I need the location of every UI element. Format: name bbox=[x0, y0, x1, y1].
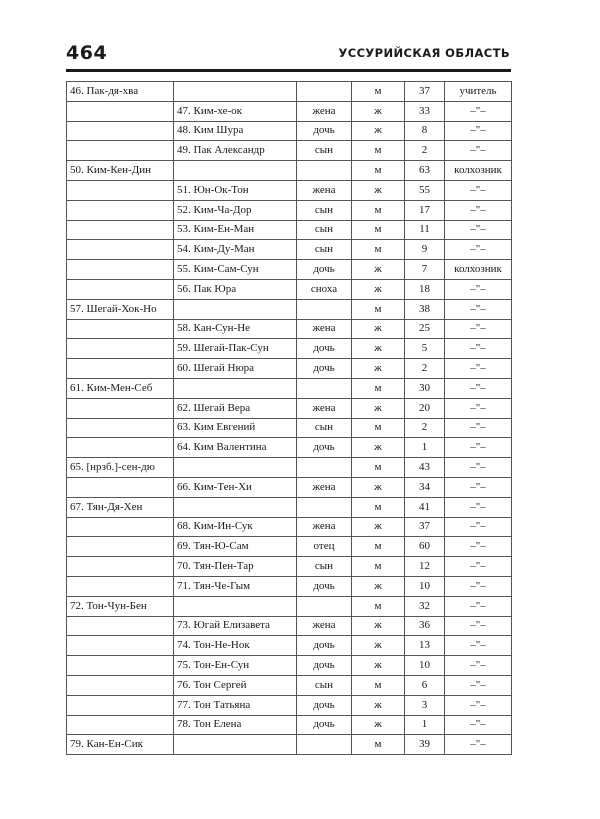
occupation-cell: –"– bbox=[445, 497, 512, 517]
relation-cell: жена bbox=[297, 180, 352, 200]
relation-cell: дочь bbox=[297, 121, 352, 141]
sex-cell: ж bbox=[352, 695, 405, 715]
sex-cell: ж bbox=[352, 279, 405, 299]
table-row bbox=[67, 359, 512, 379]
occupation-cell: –"– bbox=[445, 458, 512, 478]
head-of-household-cell: 57. Шегай-Хок-Но bbox=[67, 299, 174, 319]
table-row bbox=[67, 735, 512, 755]
family-member-cell: 62. Шегай Вера bbox=[174, 398, 297, 418]
relation-cell: отец bbox=[297, 537, 352, 557]
occupation-cell: –"– bbox=[445, 319, 512, 339]
sex-cell: ж bbox=[352, 636, 405, 656]
family-member-cell: 77. Тон Татьяна bbox=[174, 695, 297, 715]
age-cell: 13 bbox=[405, 636, 445, 656]
family-member-cell bbox=[174, 735, 297, 755]
table-row bbox=[67, 180, 512, 200]
family-member-cell bbox=[174, 299, 297, 319]
table-row bbox=[67, 220, 512, 240]
sex-cell: м bbox=[352, 497, 405, 517]
occupation-cell: –"– bbox=[445, 180, 512, 200]
sex-cell: м bbox=[352, 161, 405, 181]
sex-cell: м bbox=[352, 458, 405, 478]
family-member-cell: 54. Ким-Ду-Ман bbox=[174, 240, 297, 260]
occupation-cell: –"– bbox=[445, 695, 512, 715]
relation-cell: дочь bbox=[297, 359, 352, 379]
table-row bbox=[67, 398, 512, 418]
sex-cell: м bbox=[352, 240, 405, 260]
head-of-household-cell bbox=[67, 240, 174, 260]
table-row bbox=[67, 596, 512, 616]
head-of-household-cell: 67. Тян-Дя-Хен bbox=[67, 497, 174, 517]
occupation-cell: –"– bbox=[445, 616, 512, 636]
age-cell: 37 bbox=[405, 82, 445, 102]
age-cell: 8 bbox=[405, 121, 445, 141]
occupation-cell: –"– bbox=[445, 596, 512, 616]
relation-cell: дочь bbox=[297, 715, 352, 735]
relation-cell: жена bbox=[297, 319, 352, 339]
family-member-cell: 58. Кан-Сун-Не bbox=[174, 319, 297, 339]
family-member-cell: 51. Юн-Ок-Тон bbox=[174, 180, 297, 200]
family-member-cell: 66. Ким-Тен-Хи bbox=[174, 477, 297, 497]
head-of-household-cell bbox=[67, 616, 174, 636]
head-of-household-cell: 46. Пак-дя-хва bbox=[67, 82, 174, 102]
family-member-cell: 70. Тян-Пен-Тар bbox=[174, 557, 297, 577]
head-of-household-cell: 61. Ким-Мен-Себ bbox=[67, 378, 174, 398]
relation-cell bbox=[297, 596, 352, 616]
head-of-household-cell bbox=[67, 121, 174, 141]
family-member-cell bbox=[174, 82, 297, 102]
table-row bbox=[67, 537, 512, 557]
family-member-cell: 63. Ким Евгений bbox=[174, 418, 297, 438]
age-cell: 63 bbox=[405, 161, 445, 181]
sex-cell: м bbox=[352, 299, 405, 319]
age-cell: 39 bbox=[405, 735, 445, 755]
head-of-household-cell bbox=[67, 200, 174, 220]
table-row bbox=[67, 260, 512, 280]
family-member-cell: 68. Ким-Ин-Сук bbox=[174, 517, 297, 537]
sex-cell: м bbox=[352, 537, 405, 557]
sex-cell: ж bbox=[352, 260, 405, 280]
age-cell: 25 bbox=[405, 319, 445, 339]
family-member-cell: 56. Пак Юра bbox=[174, 279, 297, 299]
table-row bbox=[67, 339, 512, 359]
family-member-cell: 73. Югай Елизавета bbox=[174, 616, 297, 636]
age-cell: 3 bbox=[405, 695, 445, 715]
table-row bbox=[67, 101, 512, 121]
occupation-cell: –"– bbox=[445, 101, 512, 121]
head-of-household-cell bbox=[67, 576, 174, 596]
occupation-cell: –"– bbox=[445, 339, 512, 359]
head-of-household-cell bbox=[67, 477, 174, 497]
relation-cell bbox=[297, 82, 352, 102]
sex-cell: м bbox=[352, 141, 405, 161]
relation-cell: сын bbox=[297, 141, 352, 161]
head-of-household-cell bbox=[67, 180, 174, 200]
occupation-cell: –"– bbox=[445, 121, 512, 141]
relation-cell bbox=[297, 378, 352, 398]
head-of-household-cell bbox=[67, 141, 174, 161]
table-row bbox=[67, 438, 512, 458]
relation-cell: дочь bbox=[297, 636, 352, 656]
age-cell: 34 bbox=[405, 477, 445, 497]
sex-cell: м bbox=[352, 200, 405, 220]
family-member-cell: 59. Шегай-Пак-Сун bbox=[174, 339, 297, 359]
occupation-cell: –"– bbox=[445, 438, 512, 458]
relation-cell: сын bbox=[297, 675, 352, 695]
age-cell: 60 bbox=[405, 537, 445, 557]
sex-cell: м bbox=[352, 220, 405, 240]
family-member-cell: 71. Тян-Че-Гым bbox=[174, 576, 297, 596]
family-member-cell: 49. Пак Александр bbox=[174, 141, 297, 161]
occupation-cell: колхозник bbox=[445, 260, 512, 280]
sex-cell: м bbox=[352, 418, 405, 438]
sex-cell: ж bbox=[352, 517, 405, 537]
age-cell: 6 bbox=[405, 675, 445, 695]
age-cell: 17 bbox=[405, 200, 445, 220]
age-cell: 1 bbox=[405, 438, 445, 458]
age-cell: 11 bbox=[405, 220, 445, 240]
family-member-cell bbox=[174, 596, 297, 616]
sex-cell: ж bbox=[352, 339, 405, 359]
relation-cell: дочь bbox=[297, 576, 352, 596]
head-of-household-cell bbox=[67, 220, 174, 240]
sex-cell: ж bbox=[352, 121, 405, 141]
occupation-cell: –"– bbox=[445, 735, 512, 755]
sex-cell: м bbox=[352, 596, 405, 616]
sex-cell: м bbox=[352, 557, 405, 577]
sex-cell: ж bbox=[352, 319, 405, 339]
family-member-cell: 55. Ким-Сам-Сун bbox=[174, 260, 297, 280]
relation-cell: дочь bbox=[297, 438, 352, 458]
occupation-cell: –"– bbox=[445, 557, 512, 577]
family-member-cell bbox=[174, 161, 297, 181]
sex-cell: ж bbox=[352, 180, 405, 200]
table-row bbox=[67, 121, 512, 141]
table-row bbox=[67, 458, 512, 478]
table-row bbox=[67, 141, 512, 161]
family-member-cell: 47. Ким-хе-ок bbox=[174, 101, 297, 121]
table-row bbox=[67, 161, 512, 181]
age-cell: 20 bbox=[405, 398, 445, 418]
head-of-household-cell bbox=[67, 260, 174, 280]
head-of-household-cell: 72. Тон-Чун-Бен bbox=[67, 596, 174, 616]
age-cell: 36 bbox=[405, 616, 445, 636]
head-of-household-cell bbox=[67, 418, 174, 438]
occupation-cell: –"– bbox=[445, 675, 512, 695]
sex-cell: м bbox=[352, 378, 405, 398]
occupation-cell: –"– bbox=[445, 517, 512, 537]
table-row bbox=[67, 319, 512, 339]
age-cell: 32 bbox=[405, 596, 445, 616]
age-cell: 43 bbox=[405, 458, 445, 478]
table-row bbox=[67, 200, 512, 220]
head-of-household-cell bbox=[67, 101, 174, 121]
sex-cell: ж bbox=[352, 101, 405, 121]
head-of-household-cell bbox=[67, 675, 174, 695]
relation-cell: жена bbox=[297, 517, 352, 537]
family-member-cell bbox=[174, 378, 297, 398]
occupation-cell: учитель bbox=[445, 82, 512, 102]
relation-cell: дочь bbox=[297, 260, 352, 280]
table-row bbox=[67, 715, 512, 735]
head-of-household-cell bbox=[67, 359, 174, 379]
family-member-cell: 64. Ким Валентина bbox=[174, 438, 297, 458]
relation-cell: дочь bbox=[297, 695, 352, 715]
age-cell: 12 bbox=[405, 557, 445, 577]
relation-cell bbox=[297, 299, 352, 319]
occupation-cell: –"– bbox=[445, 418, 512, 438]
family-member-cell: 78. Тон Елена bbox=[174, 715, 297, 735]
table-row bbox=[67, 497, 512, 517]
table-row bbox=[67, 279, 512, 299]
occupation-cell: –"– bbox=[445, 477, 512, 497]
table-row bbox=[67, 695, 512, 715]
occupation-cell: –"– bbox=[445, 220, 512, 240]
occupation-cell: –"– bbox=[445, 299, 512, 319]
age-cell: 2 bbox=[405, 418, 445, 438]
occupation-cell: –"– bbox=[445, 240, 512, 260]
age-cell: 5 bbox=[405, 339, 445, 359]
head-of-household-cell: 50. Ким-Кен-Дин bbox=[67, 161, 174, 181]
head-of-household-cell bbox=[67, 695, 174, 715]
family-member-cell: 69. Тян-Ю-Сам bbox=[174, 537, 297, 557]
age-cell: 55 bbox=[405, 180, 445, 200]
relation-cell: жена bbox=[297, 398, 352, 418]
table-row bbox=[67, 557, 512, 577]
sex-cell: ж bbox=[352, 715, 405, 735]
sex-cell: ж bbox=[352, 616, 405, 636]
head-of-household-cell bbox=[67, 339, 174, 359]
age-cell: 18 bbox=[405, 279, 445, 299]
occupation-cell: –"– bbox=[445, 656, 512, 676]
occupation-cell: –"– bbox=[445, 537, 512, 557]
family-member-cell: 76. Тон Сергей bbox=[174, 675, 297, 695]
family-member-cell: 74. Тон-Не-Нок bbox=[174, 636, 297, 656]
sex-cell: ж bbox=[352, 359, 405, 379]
relation-cell: жена bbox=[297, 477, 352, 497]
relation-cell bbox=[297, 735, 352, 755]
age-cell: 30 bbox=[405, 378, 445, 398]
age-cell: 41 bbox=[405, 497, 445, 517]
head-of-household-cell: 65. [нрзб.]-сен-дю bbox=[67, 458, 174, 478]
relation-cell bbox=[297, 161, 352, 181]
table-row bbox=[67, 378, 512, 398]
occupation-cell: –"– bbox=[445, 200, 512, 220]
table-row bbox=[67, 675, 512, 695]
occupation-cell: –"– bbox=[445, 636, 512, 656]
relation-cell: жена bbox=[297, 616, 352, 636]
age-cell: 37 bbox=[405, 517, 445, 537]
head-of-household-cell bbox=[67, 557, 174, 577]
head-of-household-cell bbox=[67, 656, 174, 676]
running-title: УССУРИЙСКАЯ ОБЛАСТЬ bbox=[338, 46, 510, 60]
family-member-cell bbox=[174, 497, 297, 517]
age-cell: 7 bbox=[405, 260, 445, 280]
relation-cell: сын bbox=[297, 418, 352, 438]
head-of-household-cell bbox=[67, 319, 174, 339]
table-row bbox=[67, 240, 512, 260]
age-cell: 10 bbox=[405, 576, 445, 596]
page-number: 464 bbox=[66, 42, 108, 64]
occupation-cell: –"– bbox=[445, 398, 512, 418]
age-cell: 2 bbox=[405, 359, 445, 379]
relation-cell bbox=[297, 458, 352, 478]
register-table bbox=[66, 81, 512, 755]
family-member-cell: 52. Ким-Ча-Дор bbox=[174, 200, 297, 220]
head-of-household-cell bbox=[67, 279, 174, 299]
table-row bbox=[67, 636, 512, 656]
head-of-household-cell bbox=[67, 537, 174, 557]
table-row bbox=[67, 477, 512, 497]
table-row bbox=[67, 418, 512, 438]
relation-cell bbox=[297, 497, 352, 517]
relation-cell: сын bbox=[297, 240, 352, 260]
sex-cell: м bbox=[352, 735, 405, 755]
relation-cell: сноха bbox=[297, 279, 352, 299]
table-row bbox=[67, 517, 512, 537]
age-cell: 9 bbox=[405, 240, 445, 260]
occupation-cell: –"– bbox=[445, 378, 512, 398]
head-of-household-cell bbox=[67, 398, 174, 418]
family-member-cell: 48. Ким Шура bbox=[174, 121, 297, 141]
table-row bbox=[67, 299, 512, 319]
age-cell: 10 bbox=[405, 656, 445, 676]
head-of-household-cell bbox=[67, 636, 174, 656]
age-cell: 1 bbox=[405, 715, 445, 735]
table-row bbox=[67, 576, 512, 596]
family-member-cell: 75. Тон-Ен-Сун bbox=[174, 656, 297, 676]
relation-cell: жена bbox=[297, 101, 352, 121]
head-of-household-cell bbox=[67, 517, 174, 537]
age-cell: 38 bbox=[405, 299, 445, 319]
sex-cell: м bbox=[352, 675, 405, 695]
age-cell: 2 bbox=[405, 141, 445, 161]
family-member-cell bbox=[174, 458, 297, 478]
occupation-cell: –"– bbox=[445, 141, 512, 161]
table-row bbox=[67, 82, 512, 102]
family-member-cell: 53. Ким-Ен-Ман bbox=[174, 220, 297, 240]
head-of-household-cell bbox=[67, 438, 174, 458]
sex-cell: ж bbox=[352, 438, 405, 458]
header-rule bbox=[66, 69, 511, 72]
family-member-cell: 60. Шегай Нюра bbox=[174, 359, 297, 379]
sex-cell: ж bbox=[352, 576, 405, 596]
occupation-cell: –"– bbox=[445, 279, 512, 299]
register-body bbox=[67, 82, 512, 755]
table-row bbox=[67, 616, 512, 636]
relation-cell: дочь bbox=[297, 656, 352, 676]
occupation-cell: –"– bbox=[445, 715, 512, 735]
occupation-cell: –"– bbox=[445, 359, 512, 379]
occupation-cell: колхозник bbox=[445, 161, 512, 181]
relation-cell: сын bbox=[297, 557, 352, 577]
sex-cell: ж bbox=[352, 656, 405, 676]
relation-cell: дочь bbox=[297, 339, 352, 359]
sex-cell: ж bbox=[352, 477, 405, 497]
age-cell: 33 bbox=[405, 101, 445, 121]
occupation-cell: –"– bbox=[445, 576, 512, 596]
relation-cell: сын bbox=[297, 200, 352, 220]
relation-cell: сын bbox=[297, 220, 352, 240]
head-of-household-cell bbox=[67, 715, 174, 735]
sex-cell: ж bbox=[352, 398, 405, 418]
head-of-household-cell: 79. Кан-Ен-Сик bbox=[67, 735, 174, 755]
sex-cell: м bbox=[352, 82, 405, 102]
table-row bbox=[67, 656, 512, 676]
